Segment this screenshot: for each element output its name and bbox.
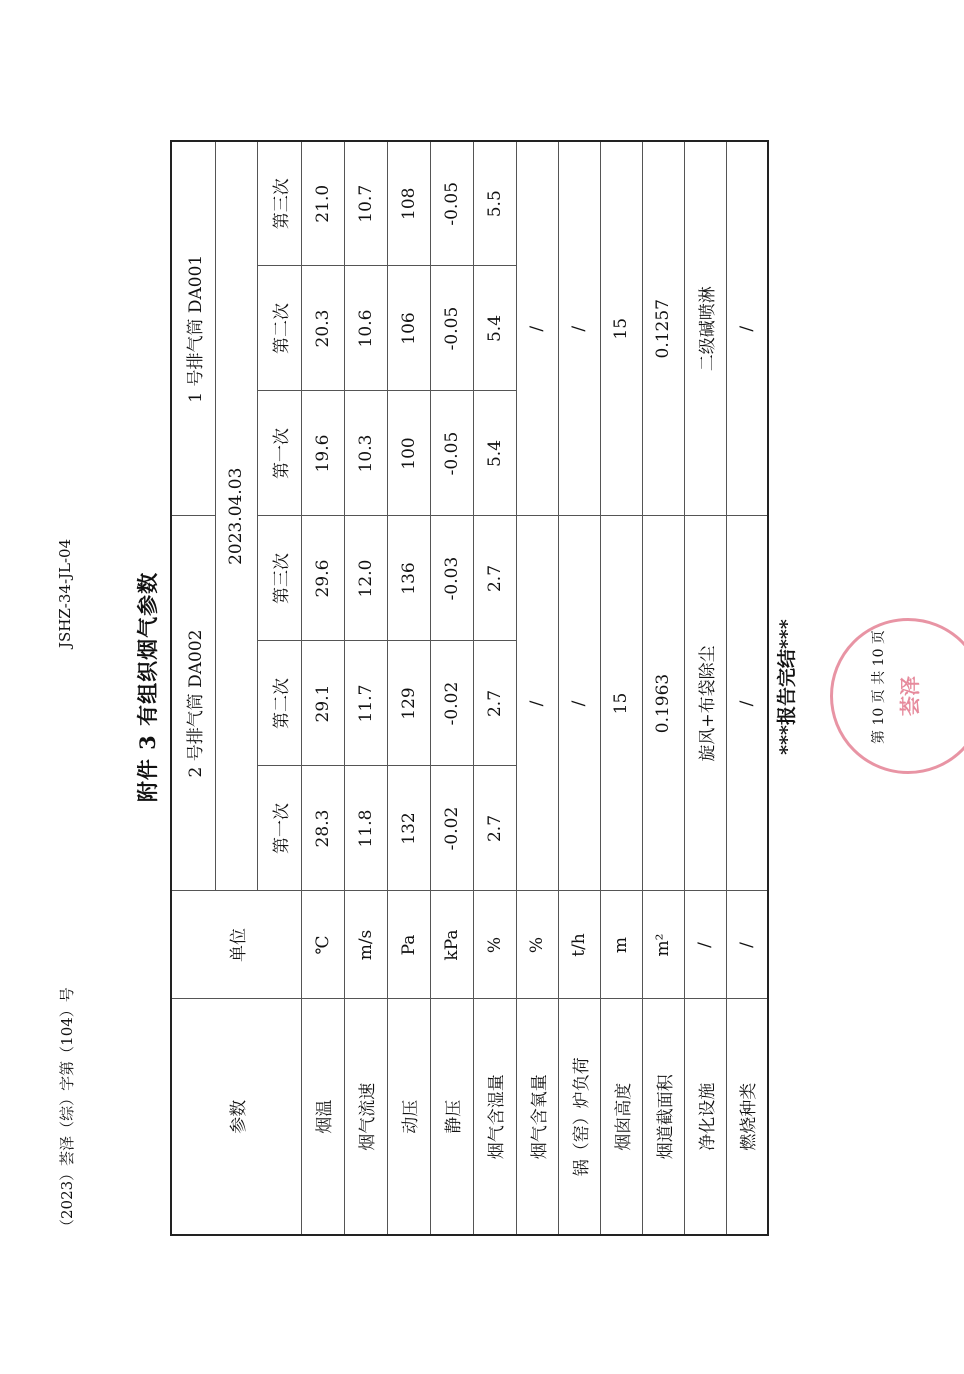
value-cell: / (726, 141, 768, 516)
param-cell: 烟囱高度 (600, 999, 642, 1235)
value-cell: / (558, 516, 600, 891)
unit-cell: / (726, 891, 768, 999)
value-cell: -0.03 (430, 516, 473, 641)
unit-header: 单位 (171, 891, 301, 999)
table-row (642, 141, 684, 1235)
value-cell: 132 (387, 766, 430, 891)
seal-text: 荟泽 (897, 676, 922, 716)
value-cell: 5.4 (473, 391, 516, 516)
value-cell: 19.6 (301, 391, 344, 516)
param-cell: 锅（窑）炉负荷 (558, 999, 600, 1235)
run-header: 第三次 (257, 141, 301, 266)
table-row (387, 141, 430, 1235)
unit-cell: m (600, 891, 642, 999)
value-cell: 21.0 (301, 141, 344, 266)
report-end-mark: ***报告完结*** (776, 619, 798, 755)
company-seal (830, 618, 964, 774)
value-cell: 2.7 (473, 641, 516, 766)
value-cell: 10.6 (344, 266, 387, 391)
unit-cell: ℃ (301, 891, 344, 999)
run-header: 第二次 (257, 266, 301, 391)
value-cell: 10.7 (344, 141, 387, 266)
value-cell: 0.1963 (642, 516, 684, 891)
value-cell: -0.05 (430, 141, 473, 266)
stack-da002-header: 2 号排气筒 DA002 (171, 516, 215, 891)
unit-cell: m² (642, 891, 684, 999)
value-cell: 29.1 (301, 641, 344, 766)
unit-cell: t/h (558, 891, 600, 999)
param-cell: 烟气含湿量 (473, 999, 516, 1235)
value-cell: 29.6 (301, 516, 344, 641)
table-row (344, 141, 387, 1235)
table-row (726, 141, 768, 1235)
unit-cell: kPa (430, 891, 473, 999)
report-reference: （2023）荟泽（综）字第（104）号 (58, 987, 76, 1234)
param-cell: 静压 (430, 999, 473, 1235)
param-cell: 净化设施 (684, 999, 726, 1235)
table-row (301, 141, 344, 1235)
value-cell: 108 (387, 141, 430, 266)
value-cell: -0.02 (430, 641, 473, 766)
param-cell: 烟气流速 (344, 999, 387, 1235)
table-row (473, 141, 516, 1235)
table-row (558, 141, 600, 1235)
value-cell: 11.7 (344, 641, 387, 766)
value-cell: 15 (600, 141, 642, 516)
param-cell: 烟温 (301, 999, 344, 1235)
value-cell: -0.05 (430, 266, 473, 391)
document-code: JSHZ-34-JL-04 (56, 538, 74, 648)
stack-da001-header: 1 号排气筒 DA001 (171, 141, 215, 516)
param-cell: 烟气含氧量 (516, 999, 558, 1235)
unit-cell: m/s (344, 891, 387, 999)
unit-cell: % (473, 891, 516, 999)
value-cell: / (558, 141, 600, 516)
value-cell: 15 (600, 516, 642, 891)
unit-cell: Pa (387, 891, 430, 999)
value-cell: 100 (387, 391, 430, 516)
value-cell: 11.8 (344, 766, 387, 891)
value-cell: 28.3 (301, 766, 344, 891)
value-cell: / (726, 516, 768, 891)
unit-cell: % (516, 891, 558, 999)
param-cell: 燃烧种类 (726, 999, 768, 1235)
table-row (600, 141, 642, 1235)
value-cell: 旋风+布袋除尘 (684, 516, 726, 891)
param-header: 参数 (171, 999, 301, 1235)
value-cell: 0.1257 (642, 141, 684, 516)
value-cell: 2.7 (473, 516, 516, 641)
value-cell: -0.05 (430, 391, 473, 516)
run-header: 第一次 (257, 766, 301, 891)
value-cell: -0.02 (430, 766, 473, 891)
value-cell: 129 (387, 641, 430, 766)
run-header: 第一次 (257, 391, 301, 516)
value-cell: / (516, 141, 558, 516)
value-cell: 12.0 (344, 516, 387, 641)
value-cell: 10.3 (344, 391, 387, 516)
table-row (684, 141, 726, 1235)
run-header: 第二次 (257, 641, 301, 766)
value-cell: 2.7 (473, 766, 516, 891)
value-cell: 20.3 (301, 266, 344, 391)
value-cell: 136 (387, 516, 430, 641)
value-cell: 5.4 (473, 266, 516, 391)
value-cell: / (516, 516, 558, 891)
value-cell: 106 (387, 266, 430, 391)
param-cell: 动压 (387, 999, 430, 1235)
page-title: 附件 3 有组织烟气参数 (135, 571, 160, 803)
date-header: 2023.04.03 (215, 141, 257, 891)
run-header: 第三次 (257, 516, 301, 641)
unit-cell: / (684, 891, 726, 999)
param-cell: 烟道截面积 (642, 999, 684, 1235)
flue-gas-table (170, 140, 769, 1236)
value-cell: 5.5 (473, 141, 516, 266)
page-number: 第 10 页 共 10 页 (871, 630, 887, 744)
table-row (516, 141, 558, 1235)
table-row (430, 141, 473, 1235)
value-cell: 二级碱喷淋 (684, 141, 726, 516)
